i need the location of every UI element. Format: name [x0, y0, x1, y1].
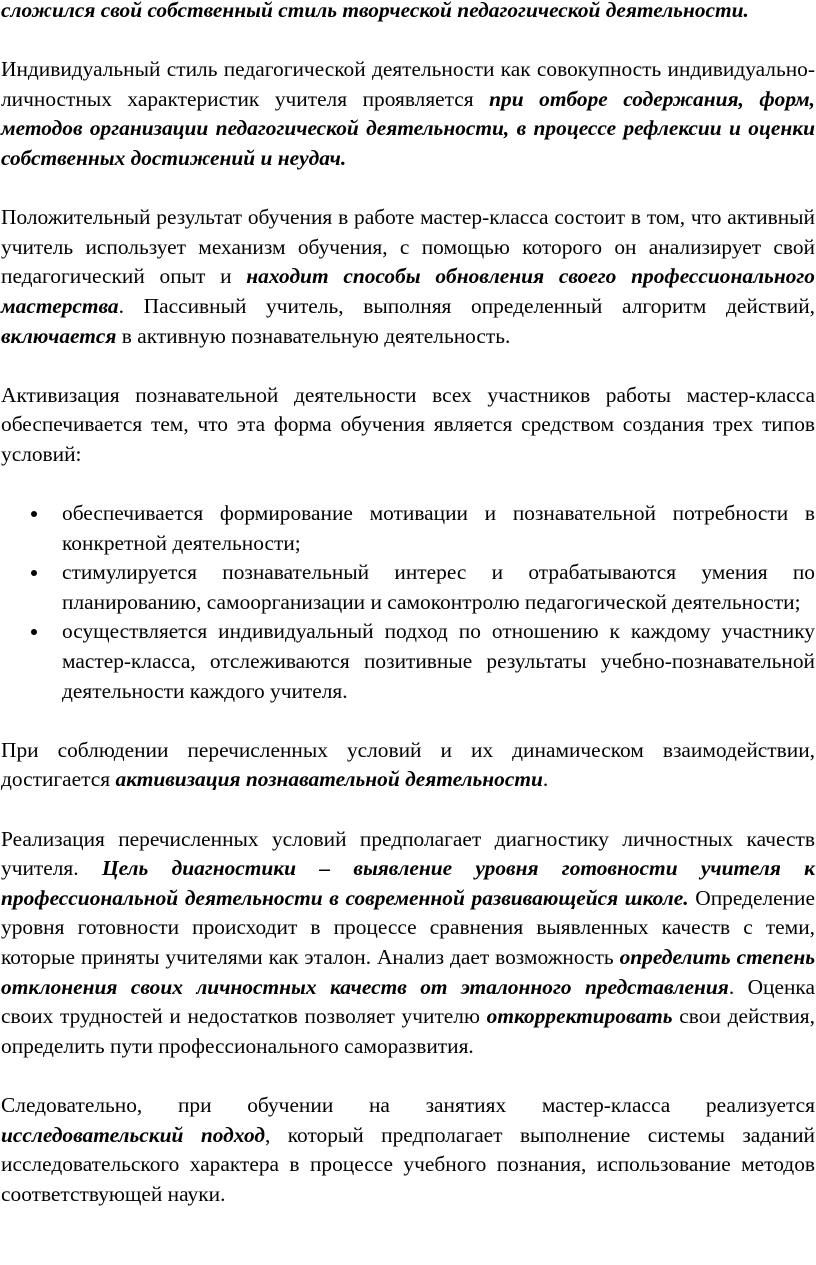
paragraph-text: . Пассивный учитель, выполняя определенный алгоритм действий, [118, 293, 815, 318]
paragraph-text: , который предполагает выполнение системы заданий исследовательского характера в процессе учебного познания, использование методов соответствующей науки. [1, 1122, 815, 1206]
paragraph-activation [1, 381, 815, 470]
paragraph-text: Индивидуальный стиль педагогической деятельности как совокупность индивидуально-личностных характеристик учителя проявляется [1, 57, 815, 111]
paragraph-individual-style [1, 55, 815, 173]
paragraph-positive-result [1, 203, 815, 351]
emphasis-text: определить степень отклонения своих личностных качеств от эталонного представления [1, 945, 815, 999]
paragraph-text: свои действия, определить пути профессионального саморазвития. [1, 1004, 815, 1058]
conditions-list [1, 499, 815, 706]
emphasis-text: включается [1, 323, 117, 348]
paragraph-diagnostics [1, 825, 815, 1062]
paragraph-style-continuation [1, 0, 815, 26]
paragraph-text: Следовательно, при обучении на занятиях мастер-класса реализуется [1, 1092, 815, 1117]
paragraph-text: . [542, 767, 549, 792]
paragraph-text: При соблюдении перечисленных условий и их динамическом взаимодействии, достигается [1, 737, 815, 792]
emphasis-text: исследовательский подход [1, 1122, 265, 1147]
paragraph-text: в активную познавательную деятельность. [116, 323, 511, 348]
emphasis-text: при отборе содержания, форм, методов организации педагогической деятельности, в процессе рефлексии и оценки собственных достижений и неудач. [1, 86, 815, 170]
emphasis-text: откорректировать [486, 1004, 673, 1029]
list-item: стимулируется познавательный интерес и отрабатываются умения по планированию, самоорганизации и самоконтролю педагогической деятельности; [1, 558, 815, 617]
paragraph-text: Определение уровня готовности происходит в процессе сравнения выявленных качеств с теми, которые приняты учителями как эталон. Анализ дает возможность [1, 885, 815, 969]
paragraph-compliance [1, 736, 815, 795]
paragraph-text: Реализация перечисленных условий предполагает диагностику личностных качеств учителя. [1, 826, 815, 881]
paragraph-conclusion [1, 1091, 815, 1209]
list-item: обеспечивается формирование мотивации и познавательной потребности в конкретной деятельности; [1, 499, 815, 558]
paragraph-text: . Оценка своих трудностей и недостатков позволяет учителю [1, 974, 815, 1029]
emphasis-text: находит способы обновления своего профессионального мастерства [1, 264, 815, 318]
emphasis-text: активизация познавательной деятельности [115, 767, 543, 792]
emphasis-text: сложился свой собственный стиль творческой педагогической деятельности. [1, 0, 749, 22]
paragraph-text: Активизация познавательной деятельности всех участников работы мастер-класса обеспечивается тем, что эта форма обучения является средством создания трех типов условий: [1, 382, 815, 466]
emphasis-text: Цель диагностики – выявление уровня готовности учителя к профессиональной деятельности в современной развивающейся школе. [1, 856, 816, 910]
paragraph-text: Положительный результат обучения в работе мастер-класса состоит в том, что активный учитель использует механизм обучения, с помощью которого он анализирует свой педагогический опыт и [1, 205, 815, 289]
document-page [1, 0, 815, 1239]
list-item: осуществляется индивидуальный подход по отношению к каждому участнику мастер-класса, отслеживаются позитивные результаты учебно-познавательной деятельности каждого учителя. [1, 617, 815, 706]
